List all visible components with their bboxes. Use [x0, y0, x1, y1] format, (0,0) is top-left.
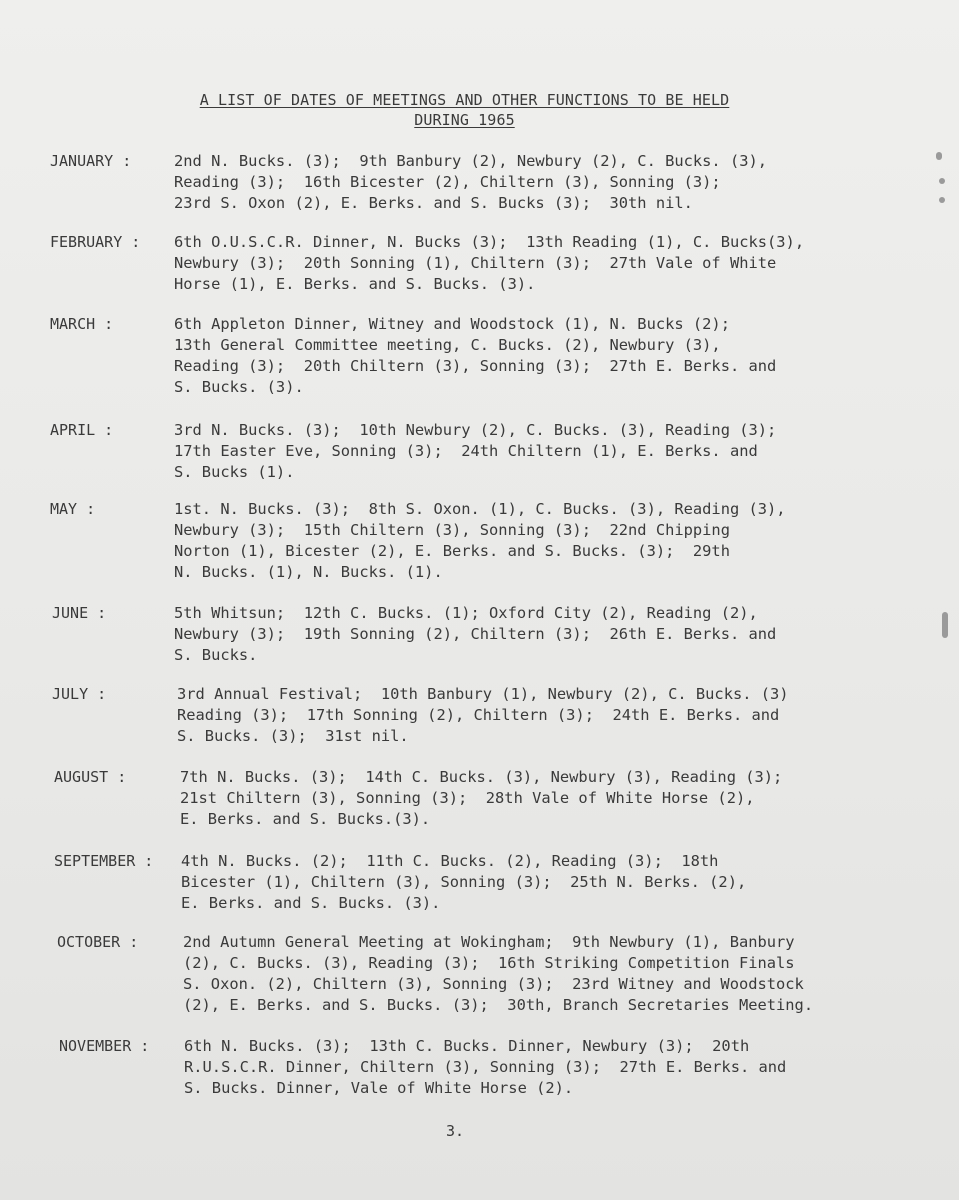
entry-line: N. Bucks. (1), N. Bucks. (1).: [174, 563, 443, 581]
entry-line: R.U.S.C.R. Dinner, Chiltern (3), Sonning (3); 27th E. Berks. and: [184, 1058, 787, 1076]
scan-mark: [939, 197, 945, 203]
entry-line: Newbury (3); 15th Chiltern (3), Sonning (3); 22nd Chipping: [174, 521, 730, 539]
entry-line: Horse (1), E. Berks. and S. Bucks. (3).: [174, 275, 536, 293]
entry-line: 5th Whitsun; 12th C. Bucks. (1); Oxford City (2), Reading (2),: [174, 604, 758, 622]
month-label: FEBRUARY :: [50, 233, 141, 251]
entry-line: 4th N. Bucks. (2); 11th C. Bucks. (2), Reading (3); 18th: [181, 852, 719, 870]
entry-line: 3rd Annual Festival; 10th Banbury (1), Newbury (2), C. Bucks. (3): [177, 685, 789, 703]
scan-mark: [936, 152, 942, 160]
month-label: JANUARY :: [50, 152, 132, 170]
entry-line: Norton (1), Bicester (2), E. Berks. and S. Bucks. (3); 29th: [174, 542, 730, 560]
entry-line: E. Berks. and S. Bucks.(3).: [180, 810, 431, 828]
entry-line: 7th N. Bucks. (3); 14th C. Bucks. (3), Newbury (3), Reading (3);: [180, 768, 783, 786]
page-number: 3.: [445, 1122, 465, 1140]
entry-line: 3rd N. Bucks. (3); 10th Newbury (2), C. Bucks. (3), Reading (3);: [174, 421, 777, 439]
entry-line: S. Bucks. (3).: [174, 378, 304, 396]
entry-line: S. Oxon. (2), Chiltern (3), Sonning (3); 23rd Witney and Woodstock: [183, 975, 804, 993]
document-title: A LIST OF DATES OF MEETINGS AND OTHER FUNCTIONS TO BE HELD: [199, 91, 730, 109]
entry-line: 6th O.U.S.C.R. Dinner, N. Bucks (3); 13th Reading (1), C. Bucks(3),: [174, 233, 805, 251]
entry-line: 23rd S. Oxon (2), E. Berks. and S. Bucks (3); 30th nil.: [174, 194, 693, 212]
entry-line: 13th General Committee meeting, C. Bucks. (2), Newbury (3),: [174, 336, 721, 354]
entry-line: S. Bucks. Dinner, Vale of White Horse (2).: [184, 1079, 574, 1097]
entry-line: Reading (3); 16th Bicester (2), Chiltern (3), Sonning (3);: [174, 173, 721, 191]
entry-line: (2), C. Bucks. (3), Reading (3); 16th Striking Competition Finals: [183, 954, 795, 972]
month-label: MARCH :: [50, 315, 114, 333]
month-label: MAY :: [50, 500, 96, 518]
entry-line: (2), E. Berks. and S. Bucks. (3); 30th, Branch Secretaries Meeting.: [183, 996, 814, 1014]
entry-line: 21st Chiltern (3), Sonning (3); 28th Vale of White Horse (2),: [180, 789, 755, 807]
entry-line: Newbury (3); 19th Sonning (2), Chiltern (3); 26th E. Berks. and: [174, 625, 777, 643]
entry-line: E. Berks. and S. Bucks. (3).: [181, 894, 441, 912]
entry-line: S. Bucks (1).: [174, 463, 295, 481]
entry-line: S. Bucks. (3); 31st nil.: [177, 727, 409, 745]
entry-line: 17th Easter Eve, Sonning (3); 24th Chiltern (1), E. Berks. and: [174, 442, 758, 460]
entry-line: Reading (3); 17th Sonning (2), Chiltern (3); 24th E. Berks. and: [177, 706, 780, 724]
month-label: NOVEMBER :: [59, 1037, 150, 1055]
document-subtitle: DURING 1965: [414, 111, 515, 129]
entry-line: Bicester (1), Chiltern (3), Sonning (3); 25th N. Berks. (2),: [181, 873, 747, 891]
entry-line: 6th N. Bucks. (3); 13th C. Bucks. Dinner, Newbury (3); 20th: [184, 1037, 750, 1055]
entry-line: 1st. N. Bucks. (3); 8th S. Oxon. (1), C. Bucks. (3), Reading (3),: [174, 500, 786, 518]
entry-line: 6th Appleton Dinner, Witney and Woodstock (1), N. Bucks (2);: [174, 315, 730, 333]
month-label: AUGUST :: [54, 768, 127, 786]
scan-mark: [942, 612, 948, 638]
month-label: SEPTEMBER :: [54, 852, 154, 870]
month-label: OCTOBER :: [57, 933, 139, 951]
entry-line: Reading (3); 20th Chiltern (3), Sonning (3); 27th E. Berks. and: [174, 357, 777, 375]
month-label: JUNE :: [52, 604, 107, 622]
scan-mark: [939, 178, 945, 184]
month-label: APRIL :: [50, 421, 114, 439]
entry-line: S. Bucks.: [174, 646, 258, 664]
month-label: JULY :: [52, 685, 107, 703]
entry-line: 2nd N. Bucks. (3); 9th Banbury (2), Newbury (2), C. Bucks. (3),: [174, 152, 768, 170]
entry-line: Newbury (3); 20th Sonning (1), Chiltern (3); 27th Vale of White: [174, 254, 777, 272]
entry-line: 2nd Autumn General Meeting at Wokingham; 9th Newbury (1), Banbury: [183, 933, 795, 951]
